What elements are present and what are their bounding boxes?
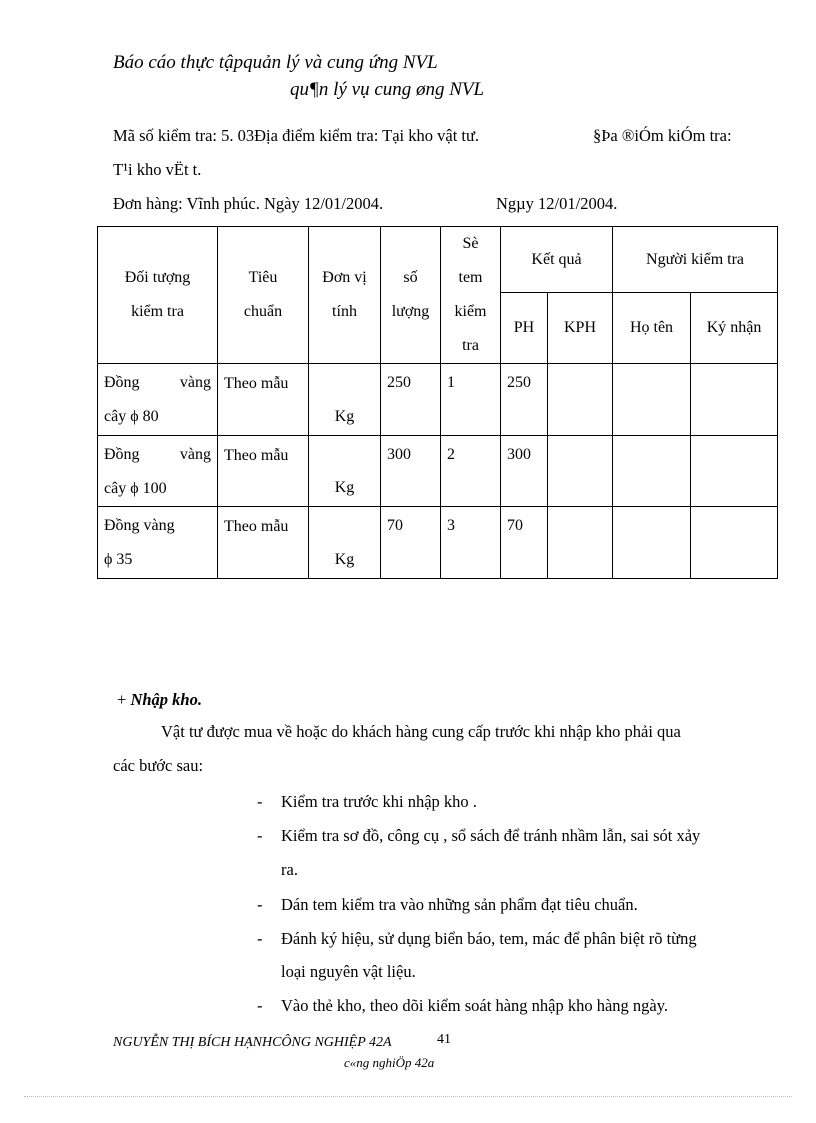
header-standard-line2: chuẩn [243, 303, 283, 320]
item-standard: Theo mẫu [224, 375, 289, 392]
bullet-item-continued: ra. [281, 860, 298, 879]
bullet-dash: - [257, 996, 263, 1015]
item-quantity: 250 [387, 374, 411, 391]
item-unit: Kg [334, 479, 355, 496]
item-quantity: 300 [387, 446, 411, 463]
bullet-dash: - [257, 895, 263, 914]
header-unit-line1: Đơn vị [322, 269, 367, 286]
item-tag: 1 [447, 374, 455, 391]
table-row [98, 436, 778, 507]
page-number: 41 [437, 1032, 451, 1047]
header-unit-line2: tính [332, 303, 357, 320]
item-result-ph: 70 [507, 517, 523, 534]
inspection-location-garbled: §Þa ®iÓm kiÓm tra: [593, 126, 732, 145]
bullet-item: Dán tem kiểm tra vào những sản phẩm đạt tiêu chuẩn. [281, 895, 638, 914]
item-standard: Theo mẫu [224, 518, 289, 535]
item-tag: 3 [447, 517, 455, 534]
page-divider [24, 1096, 792, 1097]
item-unit: Kg [334, 551, 355, 568]
header-unit [309, 227, 381, 364]
item-name [104, 509, 211, 577]
header-quantity [381, 227, 441, 364]
item-name-part: vàng [179, 446, 211, 463]
header-tag-line4: tra [462, 337, 479, 354]
item-unit: Kg [334, 408, 355, 425]
bullet-dash: - [257, 826, 263, 845]
paragraph-line: các bước sau: [113, 756, 204, 775]
item-result-ph: 300 [507, 446, 531, 463]
item-result-ph: 250 [507, 374, 531, 391]
header-object-line1: Đối tượng [124, 269, 191, 286]
inspection-table [97, 226, 778, 579]
header-result: Kết quả [501, 227, 613, 293]
section-heading-text: Nhập kho. [130, 690, 202, 709]
bullet-dash: - [257, 792, 263, 811]
bullet-item-continued: loại nguyên vật liệu. [281, 962, 416, 981]
header-object [98, 227, 218, 364]
item-standard: Theo mẫu [224, 447, 289, 464]
section-heading [117, 690, 202, 710]
header-inspector-sign: Ký nhận [691, 293, 778, 364]
header-quantity-line1: số [403, 269, 418, 286]
item-name-part: Đồng [104, 374, 140, 391]
bullet-item: Đánh ký hiệu, sử dụng biển báo, tem, mác để phân biệt rõ từng [281, 929, 697, 948]
header-object-line2: kiểm tra [131, 303, 184, 320]
paragraph-line: Vật tư được mua về hoặc do khách hàng cung cấp trước khi nhập kho phải qua [161, 722, 681, 741]
header-result-kph: KPH [548, 293, 613, 364]
footer-author: NGUYỄN THỊ BÍCH HẠNHCÔNG NGHIỆP 42A [113, 1035, 392, 1050]
section-prefix: + [117, 690, 131, 709]
header-result-ph: PH [501, 293, 548, 364]
header-standard-line1: Tiêu [248, 269, 278, 286]
report-subtitle: qu¶n lý vụ cung øng NVL [290, 79, 485, 100]
bullet-item: Vào thẻ kho, theo dõi kiểm soát hàng nhập kho hàng ngày. [281, 996, 669, 1015]
inspection-location-continued: T¹i kho vËt t. [113, 160, 202, 179]
item-name-line2: cây ϕ 100 [104, 480, 167, 497]
inspection-info-line: Mã số kiểm tra: 5. 03Địa điểm kiểm tra: Tại kho vật tư. [113, 126, 480, 145]
item-quantity: 70 [387, 517, 403, 534]
item-name-line2: ϕ 35 [104, 551, 133, 568]
item-name-line2: cây ϕ 80 [104, 408, 159, 425]
item-name-part: vàng [179, 374, 211, 391]
item-name [104, 366, 211, 434]
header-tag-number [441, 227, 501, 364]
item-name-part: Đồng vàng [104, 517, 175, 534]
table-row [98, 507, 778, 579]
bullet-item: Kiểm tra trước khi nhập kho . [281, 792, 477, 811]
report-title: Báo cáo thực tậpquản lý và cung ứng NVL [113, 52, 438, 73]
header-standard [218, 227, 309, 364]
header-tag-line2: tem [458, 269, 483, 286]
header-inspector-name: Họ tên [613, 293, 691, 364]
footer-line2: c«ng nghiÖp 42a [344, 1055, 435, 1070]
bullet-dash: - [257, 929, 263, 948]
item-name-part: Đồng [104, 446, 140, 463]
table-row [98, 364, 778, 436]
header-tag-line3: kiểm [454, 303, 487, 320]
header-tag-line1: Sè [462, 235, 479, 252]
bullet-item: Kiểm tra sơ đồ, công cụ , sổ sách để tránh nhầm lẫn, sai sót xảy [281, 826, 701, 845]
header-quantity-line2: lượng [391, 303, 430, 320]
order-info-line: Đơn hàng: Vĩnh phúc. Ngày 12/01/2004. [113, 194, 384, 213]
header-inspector: Người kiểm tra [613, 227, 778, 293]
item-name [104, 438, 211, 506]
item-tag: 2 [447, 446, 455, 463]
order-date-garbled: Ngµy 12/01/2004. [496, 194, 618, 213]
